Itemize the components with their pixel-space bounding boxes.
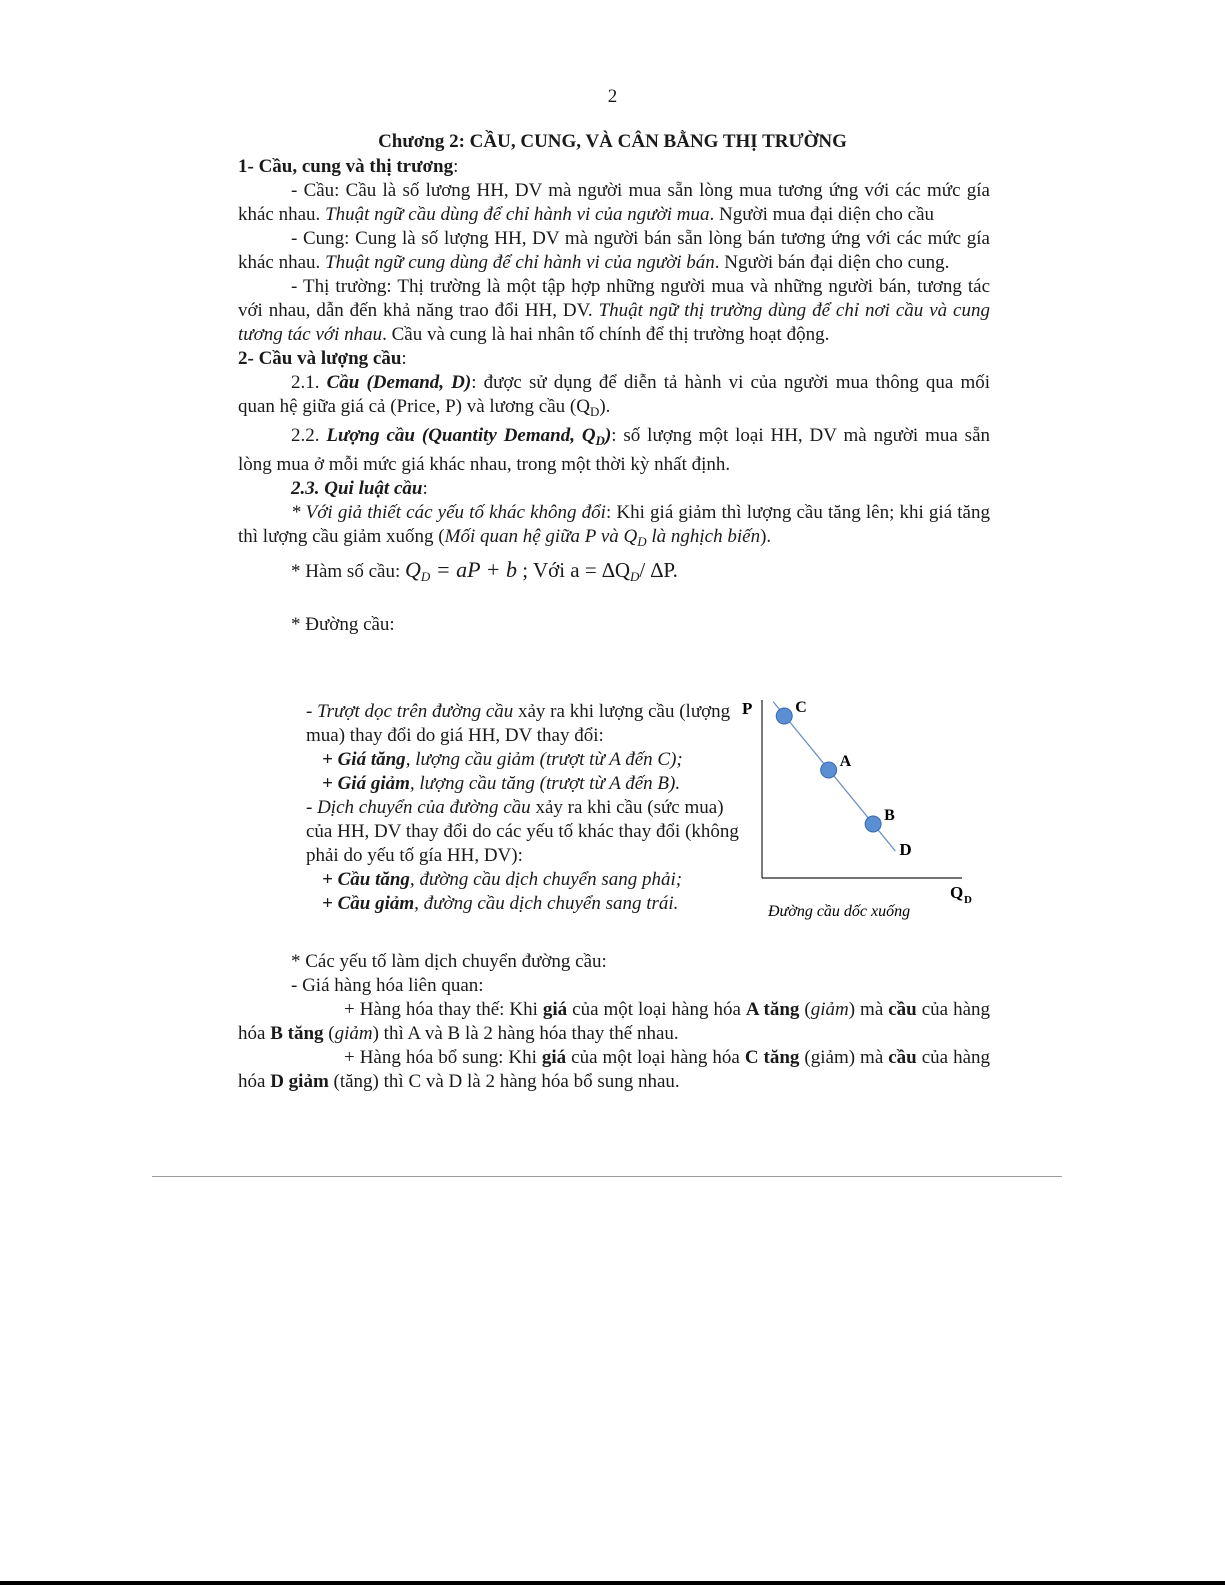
point-label-a: A: [839, 753, 852, 770]
curve-explanation: [306, 700, 746, 916]
chapter-title: [0, 131, 1225, 153]
section-2-heading: 2- Cầu và lượng cầu:: [238, 348, 407, 369]
price-up-line: + Giá tăng, lượng cầu giảm (trượt từ A đến C);: [322, 749, 683, 770]
point-label-c: C: [795, 699, 807, 716]
para-cau: - Cầu: Cầu là số lương HH, DV mà người mua sẵn lòng mua tương ứng với các mức gía khác nhau. Thuật ngữ cầu dùng để chỉ hành vi của người mua. Người mua đại diện cho cầu: [238, 180, 990, 225]
page-number: 2: [607, 86, 618, 107]
factors-section: [238, 950, 990, 1094]
para-2-1: 2.1. Cầu (Demand, D): được sử dụng để diễn tả hành vi của người mua thông qua mối quan hệ giữa giá cả (Price, P) và lương cầu $(Q_D)$.: [238, 372, 990, 419]
para-2-2: 2.2. Lượng cầu (Quantity Demand, $Q_D$): số lượng một loại HH, DV mà người mua sẵn lòng mua ở mỗi mức giá khác nhau, trong một thời kỳ nhất định.: [238, 425, 990, 475]
section-1: [238, 155, 990, 637]
section-1-heading: 1- Cầu, cung và thị trương:: [238, 156, 459, 177]
factors-label: * Các yếu tố làm dịch chuyển đường cầu:: [291, 951, 607, 972]
y-axis-label: P: [742, 699, 753, 718]
page-bottom-edge: [0, 1581, 1225, 1585]
para-thi-truong: - Thị trường: Thị trường là một tập hợp những người mua và những người bán, tương tác với nhau, dẫn đến khả năng trao đổi HH, DV. Thuật ngữ thị trường dùng để chỉ nơi cầu và cung tương tác với nhau. Cầu và cung là hai nhân tố chính để thị trường hoạt động.: [238, 276, 990, 345]
demand-up-line: + Cầu tăng, đường cầu dịch chuyển sang phải;: [322, 869, 683, 890]
point-b: [865, 816, 881, 832]
chapter-title-text: : CẦU, CUNG, VÀ CÂN BẰNG THỊ TRƯỜNG: [458, 131, 847, 152]
demand-function: * Hàm số cầu: $Q_D$ = aP + b ; Với $a = \Delta Q_D/$ ∆P.: [291, 557, 678, 584]
demand-curve-chart: [740, 690, 990, 930]
para-law: * Với giả thiết các yếu tố khác không đổi: Khi giá giảm thì lượng cầu tăng lên; khi giá tăng thì lượng cầu giảm xuống (Mối quan hệ giữa P và $Q_D$ là nghịch biến).: [238, 502, 990, 549]
chart-caption: Đường cầu dốc xuống: [768, 903, 911, 920]
chapter-title-prefix: Chương 2: [378, 131, 459, 152]
point-label-b: B: [884, 807, 895, 824]
shift-text: - Dịch chuyển của đường cầu xảy ra khi cầu (sức mua) của HH, DV thay đổi do các yếu tố khác thay đổi (không phải do yếu tố gía HH, DV):: [306, 797, 739, 866]
point-c: [776, 708, 792, 724]
demand-down-line: + Cầu giảm, đường cầu dịch chuyển sang trái.: [322, 893, 679, 914]
curve-label-d: D: [899, 840, 912, 859]
substitute-goods: + Hàng hóa thay thế: Khi giá của một loại hàng hóa A tăng (giảm) mà cầu của hàng hóa B tăng (giảm) thì A và B là 2 hàng hóa thay thế nhau.: [238, 999, 991, 1044]
point-a: [821, 762, 837, 778]
demand-curve-label: * Đường cầu:: [291, 614, 395, 635]
para-2-3-heading: 2.3. Qui luật cầu:: [291, 478, 428, 499]
complementary-goods: + Hàng hóa bổ sung: Khi giá của một loại hàng hóa C tăng (giảm) mà cầu của hàng hóa D giảm (tăng) thì C và D là 2 hàng hóa bổ sung nhau.: [238, 1047, 991, 1092]
related-goods-label: - Giá hàng hóa liên quan:: [291, 975, 484, 996]
footer-divider: [152, 1176, 1062, 1177]
x-axis-label: Q: [950, 883, 964, 902]
price-down-line: + Giá giảm, lượng cầu tăng (trượt từ A đến B).: [322, 773, 681, 794]
para-cung: - Cung: Cung là số lượng HH, DV mà người bán sẵn lòng bán tương ứng với các mức gía khác nhau. Thuật ngữ cung dùng để chỉ hành vi của người bán. Người bán đại diện cho cung.: [238, 228, 990, 273]
x-axis-label-sub: D: [964, 894, 972, 906]
slide-text: - Trượt dọc trên đường cầu xảy ra khi lượng cầu (lượng mua) thay đổi do giá HH, DV thay đổi:: [306, 701, 731, 746]
